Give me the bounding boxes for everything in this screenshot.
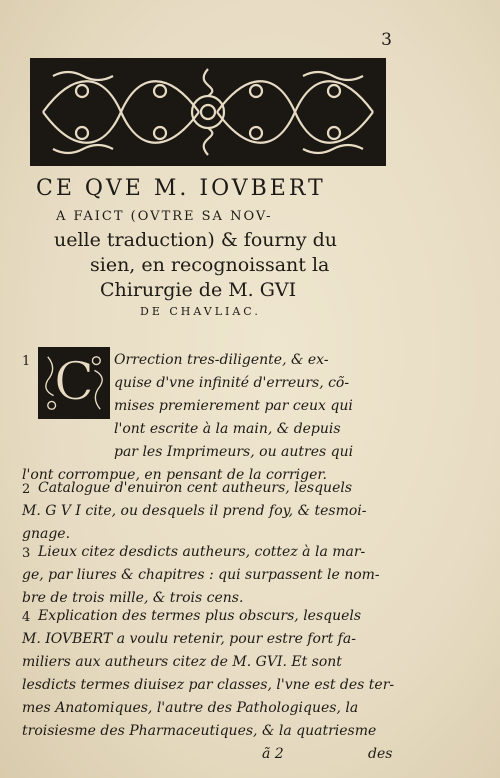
dropcap-letter: C [53,351,95,413]
item-4-line-5: mes Anatomiques, l'autre des Pathologiques, la [22,700,359,716]
item-3-line-3: bre de trois mille, & trois cens. [22,590,244,606]
title-line-4: sien, en recognoissant la [90,254,330,276]
item-3-line-2: ge, par liures & chapitres : qui surpassent le nom- [22,567,380,583]
title-line-5: Chirurgie de M. GVI [100,279,297,301]
item-number-1: 1 [22,354,31,369]
item-1-line-3: mises premierement par ceux qui [114,398,353,414]
title-line-6: DE CHAVLIAC. [140,305,261,318]
item-2-line-1: Catalogue d'enuiron cent autheurs, lesquels [38,480,353,496]
signature-mark: ã 2 [262,746,284,762]
ornamental-headpiece [30,58,386,166]
item-2-line-2: M. G V I cite, ou desquels il prend foy, & tesmoi- [22,503,367,519]
item-2-line-3: gnage. [22,526,71,542]
title-line-3: uelle traduction) & fourny du [54,229,337,251]
decorated-initial [38,347,110,419]
item-number-2: 2 [22,482,31,497]
item-4-line-6: troisiesme des Pharmaceutiques, & la quatriesme [22,723,377,739]
item-number-3: 3 [22,546,31,561]
catchword: des [368,746,393,762]
item-4-line-4: lesdicts termes diuisez par classes, l'vne est des ter- [22,677,395,693]
title-line-1: CE QVE M. IOVBERT [36,176,326,201]
page-number: 3 [381,30,392,50]
item-4-line-3: miliers aux autheurs citez de M. GVI. Et sont [22,654,342,670]
item-4-line-1: Explication des termes plus obscurs, lesquels [38,608,362,624]
item-4-line-2: M. IOVBERT a voulu retenir, pour estre fort fa- [22,631,356,647]
title-line-2: A FAICT (OVTRE SA NOV- [56,209,273,224]
item-3-line-1: Lieux citez desdicts autheurs, cottez à la mar- [38,544,366,560]
item-1-line-1: Orrection tres-diligente, & ex- [114,352,329,368]
item-1-line-6: l'ont corrompue, en pensant de la corriger. [22,467,327,483]
item-1-line-2: quise d'vne infinité d'erreurs, cõ- [114,375,350,391]
item-1-line-5: par les Imprimeurs, ou autres qui [114,444,354,460]
item-number-4: 4 [22,610,31,625]
item-1-line-4: l'ont escrite à la main, & depuis [114,421,341,437]
